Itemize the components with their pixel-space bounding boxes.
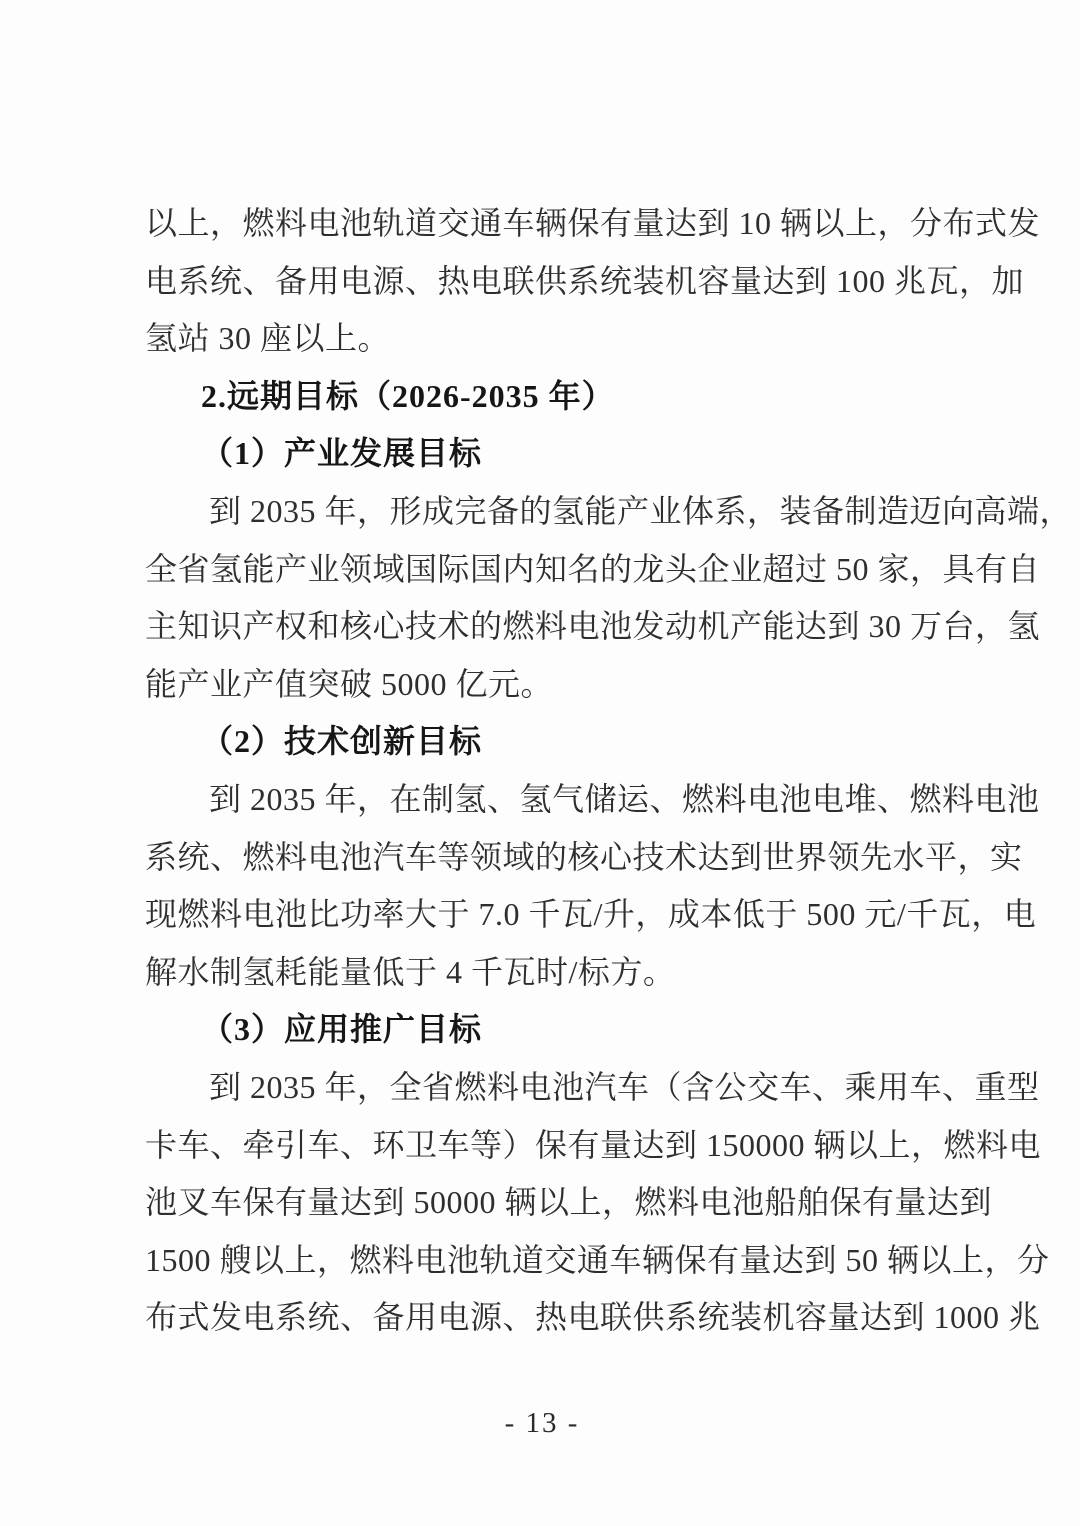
heading-industry-development-goal: （1）产业发展目标 bbox=[201, 435, 483, 472]
body-line: 系统、燃料电池汽车等领域的核心技术达到世界领先水平，实 bbox=[145, 838, 1023, 875]
body-line: 以上，燃料电池轨道交通车辆保有量达到 10 辆以上，分布式发 bbox=[145, 205, 1041, 241]
body-line: 1500 艘以上，燃料电池轨道交通车辆保有量达到 50 辆以上，分 bbox=[145, 1241, 1050, 1278]
body-line: 到 2035 年，在制氢、氢气储运、燃料电池电堆、燃料电池 bbox=[209, 780, 1040, 817]
page-number: - 13 - bbox=[504, 1406, 580, 1439]
body-line: 卡车、牵引车、环卫车等）保有量达到 150000 辆以上，燃料电 bbox=[145, 1126, 1042, 1163]
body-line: 布式发电系统、备用电源、热电联供系统装机容量达到 1000 兆 bbox=[145, 1299, 1041, 1336]
body-line: 全省氢能产业领域国际国内知名的龙头企业超过 50 家，具有自 bbox=[145, 550, 1041, 587]
heading-application-promotion-goal: （3）应用推广目标 bbox=[201, 1011, 483, 1048]
body-line: 到 2035 年，全省燃料电池汽车（含公交车、乘用车、重型 bbox=[209, 1068, 1040, 1105]
body-line: 解水制氢耗能量低于 4 千瓦时/标方。 bbox=[145, 953, 676, 990]
heading-long-term-goals: 2.远期目标（2026-2035 年） bbox=[201, 377, 615, 414]
body-line: 主知识产权和核心技术的燃料电池发动机产能达到 30 万台，氢 bbox=[145, 608, 1041, 645]
body-line: 电系统、备用电源、热电联供系统装机容量达到 100 兆瓦，加 bbox=[145, 262, 1025, 299]
heading-technology-innovation-goal: （2）技术创新目标 bbox=[201, 723, 483, 760]
body-line: 现燃料电池比功率大于 7.0 千瓦/升，成本低于 500 元/千瓦，电 bbox=[145, 896, 1037, 933]
body-line: 氢站 30 座以上。 bbox=[145, 320, 391, 357]
body-line: 到 2035 年，形成完备的氢能产业体系，装备制造迈向高端， bbox=[209, 492, 1073, 529]
body-line: 能产业产值突破 5000 亿元。 bbox=[145, 665, 554, 702]
body-line: 池叉车保有量达到 50000 辆以上，燃料电池船舶保有量达到 bbox=[145, 1184, 993, 1221]
